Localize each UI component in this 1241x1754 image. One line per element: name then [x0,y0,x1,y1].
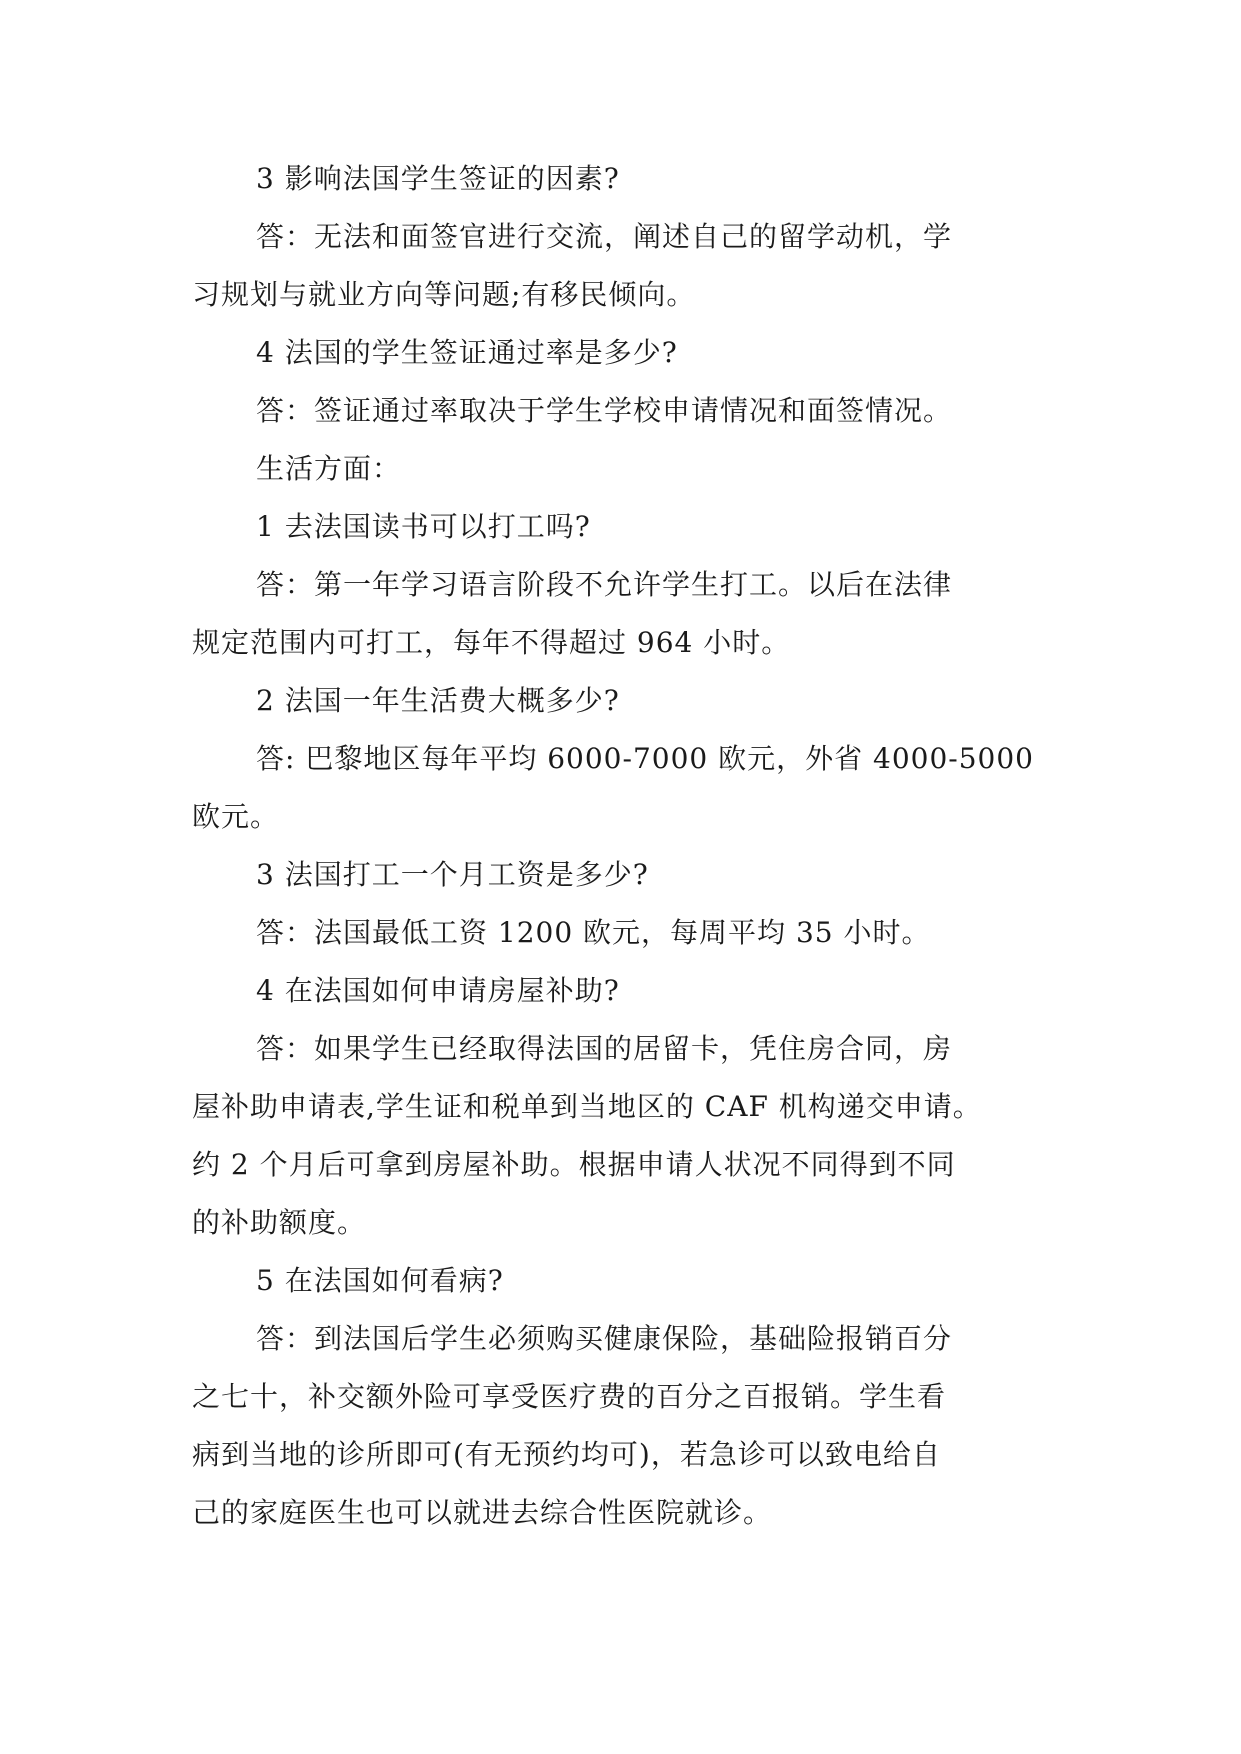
question-4-visa-rate: 4 法国的学生签证通过率是多少? [256,336,678,369]
question-2-living-cost: 2 法国一年生活费大概多少? [256,684,620,717]
question-4-housing: 4 在法国如何申请房屋补助? [256,974,620,1007]
answer-5-line-4: 己的家庭医生也可以就进去综合性医院就诊。 [192,1496,773,1529]
answer-3-line-1: 答：无法和面签官进行交流，阐述自己的留学动机，学 [256,220,953,253]
answer-1-line-2: 规定范围内可打工，每年不得超过 964 小时。 [192,626,791,659]
answer-5-line-3: 病到当地的诊所即可(有无预约均可)，若急诊可以致电给自 [192,1438,941,1471]
answer-2-line-2: 欧元。 [192,800,280,833]
answer-3-line-2: 习规划与就业方向等问题;有移民倾向。 [192,278,696,311]
answer-3-wage-line-1: 答：法国最低工资 1200 欧元，每周平均 35 小时。 [256,916,931,949]
question-5-medical: 5 在法国如何看病? [256,1264,504,1297]
answer-2-line-1: 答: 巴黎地区每年平均 6000-7000 欧元，外省 4000-5000 [256,742,1034,775]
question-3-wage: 3 法国打工一个月工资是多少? [256,858,649,891]
answer-4-line-1: 答：签证通过率取决于学生学校申请情况和面签情况。 [256,394,953,427]
answer-4-housing-line-1: 答：如果学生已经取得法国的居留卡，凭住房合同，房 [256,1032,953,1065]
section-heading-life: 生活方面： [256,452,402,485]
answer-5-line-1: 答：到法国后学生必须购买健康保险，基础险报销百分 [256,1322,953,1355]
answer-5-line-2: 之七十，补交额外险可享受医疗费的百分之百报销。学生看 [192,1380,947,1413]
answer-4-housing-line-2: 屋补助申请表,学生证和税单到当地区的 CAF 机构递交申请。 [192,1090,982,1123]
question-3-visa-factors: 3 影响法国学生签证的因素? [256,162,620,195]
answer-4-housing-line-4: 的补助额度。 [192,1206,367,1239]
answer-1-line-1: 答：第一年学习语言阶段不允许学生打工。以后在法律 [256,568,953,601]
document-page [192,150,1050,1542]
answer-4-housing-line-3: 约 2 个月后可拿到房屋补助。根据申请人状况不同得到不同 [192,1148,956,1181]
question-1-work: 1 去法国读书可以打工吗? [256,510,591,543]
